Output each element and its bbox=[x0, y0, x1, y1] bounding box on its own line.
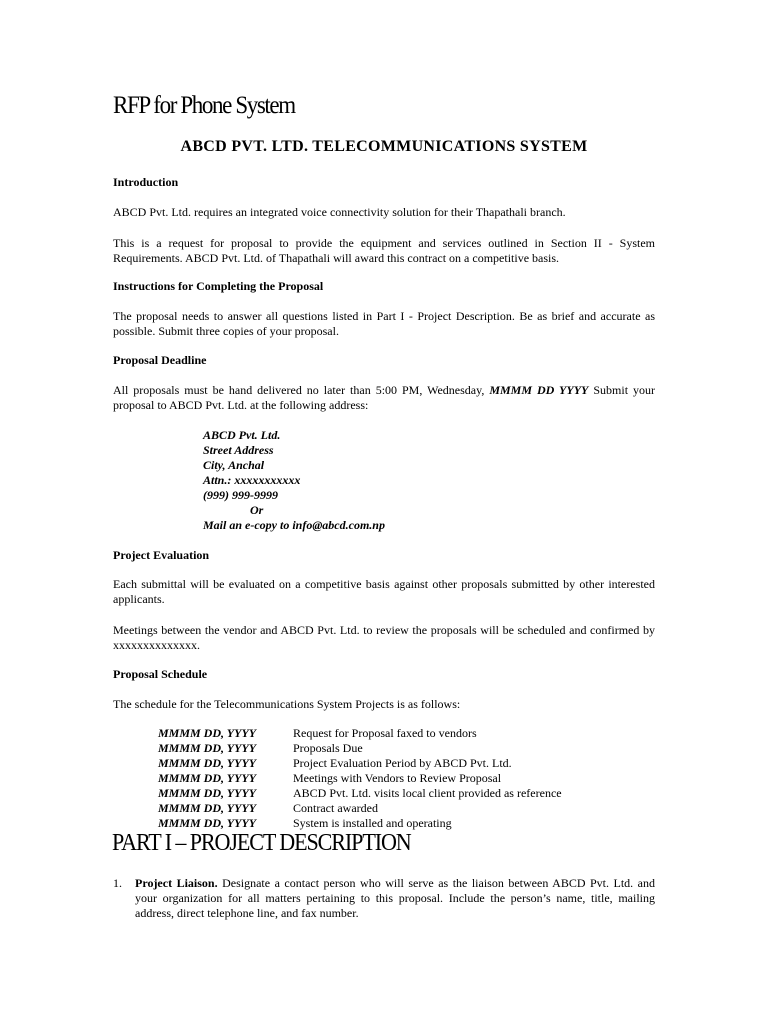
schedule-row bbox=[158, 741, 562, 756]
address-email: Mail an e-copy to info@abcd.com.np bbox=[203, 518, 385, 532]
address-street: Street Address bbox=[203, 443, 274, 457]
schedule-table bbox=[158, 726, 562, 831]
schedule-row bbox=[158, 786, 562, 801]
list-item-text: Designate a contact person who will serve as the liaison between ABCD Pvt. Ltd. and your organization for all matters pertaining to this proposal. Include the person’s name, title, mailing address, direct telephone line, and fax number. bbox=[135, 876, 655, 920]
schedule-date: MMMM DD, YYYY bbox=[158, 816, 257, 830]
schedule-date: MMMM DD, YYYY bbox=[158, 756, 257, 770]
schedule-event: Proposals Due bbox=[293, 741, 363, 755]
introduction-paragraph-1: ABCD Pvt. Ltd. requires an integrated voice connectivity solution for their Thapathali branch. bbox=[113, 205, 566, 219]
address-city: City, Anchal bbox=[203, 458, 265, 472]
schedule-row bbox=[158, 816, 562, 831]
schedule-event: Project Evaluation Period by ABCD Pvt. Ltd. bbox=[293, 756, 512, 770]
instructions-paragraph: The proposal needs to answer all questions listed in Part I - Project Description. Be as brief and accurate as possible. Submit three copies of your proposal. bbox=[113, 309, 655, 338]
schedule-event: Contract awarded bbox=[293, 801, 378, 815]
address-company: ABCD Pvt. Ltd. bbox=[203, 428, 281, 442]
address-or: Or bbox=[250, 503, 264, 517]
schedule-event: ABCD Pvt. Ltd. visits local client provided as reference bbox=[293, 786, 562, 800]
evaluation-paragraph-2: Meetings between the vendor and ABCD Pvt. Ltd. to review the proposals will be scheduled and confirmed by xxxxxxxxxxxxxx. bbox=[113, 623, 655, 652]
schedule-heading: Proposal Schedule bbox=[113, 667, 208, 681]
schedule-intro: The schedule for the Telecommunications System Projects is as follows: bbox=[113, 697, 461, 711]
address-phone: (999) 999-9999 bbox=[203, 488, 278, 502]
schedule-date: MMMM DD, YYYY bbox=[158, 801, 257, 815]
schedule-row bbox=[158, 801, 562, 816]
deadline-paragraph bbox=[113, 383, 655, 413]
schedule-event: Meetings with Vendors to Review Proposal bbox=[293, 771, 502, 785]
schedule-date: MMMM DD, YYYY bbox=[158, 726, 257, 740]
schedule-event: Request for Proposal faxed to vendors bbox=[293, 726, 477, 740]
schedule-row bbox=[158, 756, 562, 771]
list-item-body bbox=[135, 876, 655, 921]
schedule-row bbox=[158, 771, 562, 786]
instructions-heading: Instructions for Completing the Proposal bbox=[113, 279, 324, 293]
list-item-number: 1. bbox=[113, 876, 122, 890]
company-heading: ABCD PVT. LTD. TELECOMMUNICATIONS SYSTEM bbox=[180, 138, 588, 155]
deadline-text-after: Submit your proposal to ABCD Pvt. Ltd. at the following address: bbox=[113, 383, 655, 412]
submission-address bbox=[203, 428, 385, 533]
schedule-event: System is installed and operating bbox=[293, 816, 452, 830]
evaluation-paragraph-1: Each submittal will be evaluated on a competitive basis against other proposals submitted by other interested applicants. bbox=[113, 577, 655, 606]
evaluation-heading: Project Evaluation bbox=[113, 548, 210, 562]
part-one-heading: PART I – PROJECT DESCRIPTION bbox=[112, 830, 411, 856]
schedule-row bbox=[158, 726, 562, 741]
deadline-date: MMMM DD YYYY bbox=[489, 383, 589, 397]
address-attention: Attn.: xxxxxxxxxxx bbox=[203, 473, 301, 487]
schedule-date: MMMM DD, YYYY bbox=[158, 741, 257, 755]
introduction-heading: Introduction bbox=[113, 175, 179, 189]
document-title: RFP for Phone System bbox=[113, 92, 295, 119]
list-item-label: Project Liaison. bbox=[135, 876, 218, 890]
deadline-text-before: All proposals must be hand delivered no later than 5:00 PM, Wednesday, bbox=[113, 383, 490, 397]
schedule-date: MMMM DD, YYYY bbox=[158, 786, 257, 800]
schedule-date: MMMM DD, YYYY bbox=[158, 771, 257, 785]
introduction-paragraph-2: This is a request for proposal to provide the equipment and services outlined in Section II - System Requirements. ABCD Pvt. Ltd. of Thapathali will award this contract on a competitive basis. bbox=[113, 236, 655, 265]
deadline-heading: Proposal Deadline bbox=[113, 353, 207, 367]
